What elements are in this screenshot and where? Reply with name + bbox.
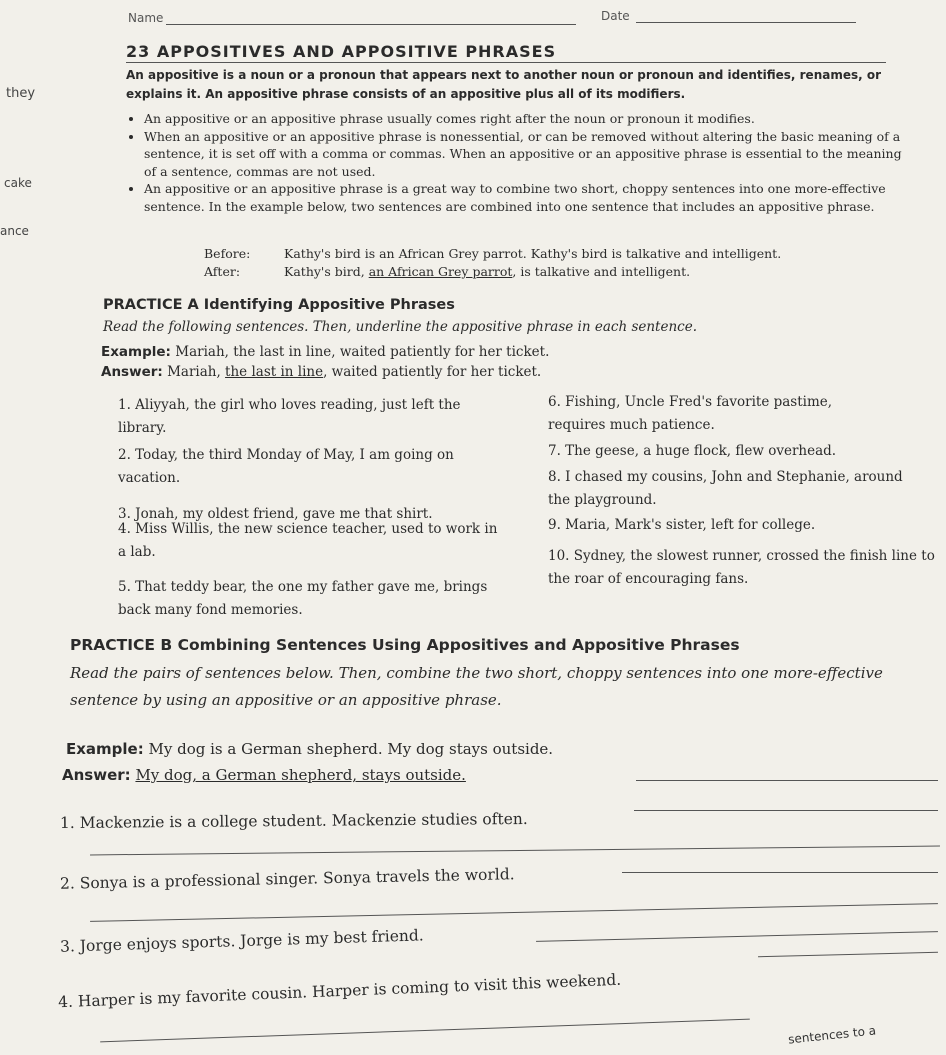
lesson-title: 23 APPOSITIVES AND APPOSITIVE PHRASES [126, 42, 557, 61]
example-label: Example: [66, 740, 144, 758]
practice-a-item: 9. Maria, Mark's sister, left for college. [548, 517, 816, 533]
practice-b-instructions: Read the pairs of sentences below. Then, combine the two short, choppy sentences into one more-effective sentence by using an appositive or an appositive phrase. [70, 664, 883, 709]
practice-b-item: 1. Mackenzie is a college student. Mackenzie studies often. [59, 809, 528, 833]
answer-line[interactable] [90, 903, 938, 922]
practice-b-answer [62, 766, 466, 784]
answer-line [636, 780, 938, 781]
answer-line[interactable] [100, 1019, 750, 1043]
practice-a-item: 10. Sydney, the slowest runner, crossed the finish line to the roar of encouraging fans. [548, 548, 935, 587]
answer-label: Answer: [62, 766, 131, 784]
example-label: Example: [101, 344, 171, 360]
corner-fragment: sentences to a [787, 1023, 877, 1047]
answer-line[interactable] [90, 846, 940, 856]
answer-label: Answer: [101, 364, 163, 380]
answer-text: My dog, a German shepherd, stays outside. [135, 766, 466, 784]
before-text: Kathy's bird is an African Grey parrot. Kathy's bird is talkative and intelligent. [284, 246, 782, 261]
rules-list [122, 110, 914, 215]
title-rule [126, 62, 886, 63]
practice-a-item: 7. The geese, a huge flock, flew overhead. [548, 443, 837, 459]
practice-b-item: 4. Harper is my favorite cousin. Harper is coming to visit this weekend. [57, 970, 622, 1012]
after-row: After: Kathy's bird, an African Grey parrot, is talkative and intelligent. [204, 264, 691, 279]
practice-a-item: 6. Fishing, Uncle Fred's favorite pastime, requires much patience. [548, 394, 833, 433]
rule-item: • An appositive or an appositive phrase is a great way to combine two short, choppy sentences into one more-effective sentence. In the example below, two sentences are combined into one sentence that includes an appositive phrase. [144, 180, 914, 215]
date-label: Date [601, 9, 630, 23]
answer-line[interactable] [622, 872, 938, 873]
practice-b-example [66, 740, 553, 758]
definition: An appositive is a noun or a pronoun that appears next to another noun or pronoun and identifies, renames, or explains it. An appositive phrase consists of an appositive plus all of its modifiers. [126, 68, 882, 101]
date-line [636, 22, 856, 23]
example-text: Mariah, the last in line, waited patiently for her ticket. [175, 344, 550, 360]
after-appositive: an African Grey parrot [368, 264, 513, 279]
after-text: Kathy's bird, [284, 264, 369, 279]
answer-line[interactable] [758, 952, 938, 957]
answer-line[interactable] [634, 810, 938, 811]
practice-a-instructions: Read the following sentences. Then, underline the appositive phrase in each sentence. [103, 319, 698, 335]
answer-line[interactable] [536, 931, 938, 942]
practice-a-title: PRACTICE A Identifying Appositive Phrases [103, 297, 455, 313]
margin-fragment: cake [4, 176, 32, 190]
practice-b-item: 3. Jorge enjoys sports. Jorge is my best friend. [59, 926, 424, 956]
margin-fragment: ance [0, 224, 29, 238]
before-label: Before: [204, 246, 251, 261]
margin-fragment: they [6, 86, 36, 101]
practice-a-item: 5. That teddy bear, the one my father gave me, brings back many fond memories. [118, 579, 488, 618]
practice-a-item: 1. Aliyyah, the girl who loves reading, just left the library. [118, 397, 461, 436]
practice-a-item: 8. I chased my cousins, John and Stephanie, around the playground. [548, 469, 903, 508]
rule-item: • An appositive or an appositive phrase usually comes right after the noun or pronoun it modifies. [144, 110, 914, 128]
practice-a-item: 3. Jonah, my oldest friend, gave me that shirt. [118, 506, 433, 522]
practice-a-item: 4. Miss Willis, the new science teacher, used to work in a lab. [118, 521, 498, 560]
rule-item: • When an appositive or an appositive phrase is nonessential, or can be removed without altering the basic meaning of a sentence, it is set off with a comma or commas. When an appositive or an appositive phrase is essential to the meaning of a sentence, commas are not used. [144, 128, 914, 181]
name-label: Name [128, 11, 164, 25]
answer-appositive: the last in line [225, 364, 324, 380]
practice-b-title: PRACTICE B Combining Sentences Using Appositives and Appositive Phrases [70, 636, 740, 654]
after-label: After: [204, 264, 241, 279]
name-line [166, 24, 576, 25]
practice-b-item: 2. Sonya is a professional singer. Sonya travels the world. [59, 865, 515, 893]
before-row [204, 246, 781, 261]
example-text: My dog is a German shepherd. My dog stays outside. [148, 740, 554, 758]
practice-a-answer: Answer: Mariah, the last in line, waited patiently for her ticket. [101, 364, 542, 380]
practice-a-example [101, 344, 549, 360]
practice-a-item: 2. Today, the third Monday of May, I am going on vacation. [118, 447, 454, 486]
